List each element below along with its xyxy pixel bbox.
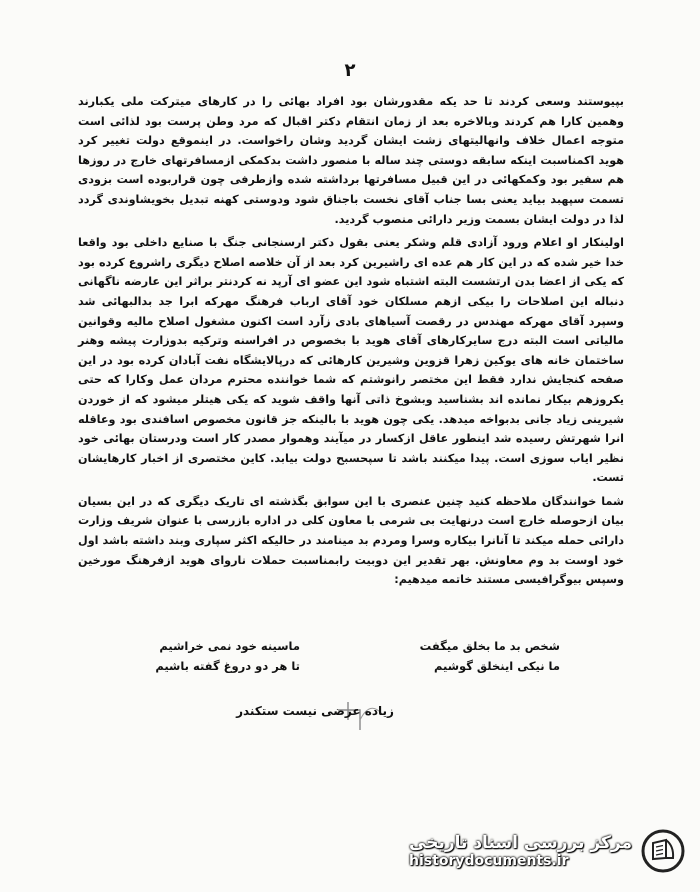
- closing-line: زیاده عرضی نیست ستکندر: [236, 704, 394, 718]
- watermark-url: historydocuments.ir: [409, 853, 569, 869]
- poem-line: شخص بد ما بخلق میگفت: [419, 639, 560, 653]
- document-body: [78, 92, 624, 594]
- page-number: ۲: [344, 60, 356, 81]
- poem-line: تا هر دو دروغ گفته باشیم: [155, 659, 300, 673]
- poem-column-left: [100, 636, 300, 676]
- poem-line: ماسینه خود نمی خراشیم: [159, 639, 300, 653]
- poem-line: ما نیکی اینخلق گوشیم: [433, 659, 560, 673]
- paragraph-2: اولینکار او اعلام ورود آزادی قلم وشکر یعنی بقول دکتر ارسنجانی جنگ با صنایع داخلی بود واقعا خدا خیر شده که در این کار هم عده ای راشیرین کرد بعد از آن خلاصه اصلاح دیگری راشروع کرده بود که یکی از اعضا بدن ارتشست البته اشتباه شود این عضو ای آرپد نه کردنتر براثر این عارضه ناگهانی دنباله این اصلاحات را بیکی ازهم مسلکان خود آقای ارباب فرهنگ مهرکه ابرا جد بدالبهائی شد وسپرد آقای مهرکه مهندس در رقصت آسیاهای بادی زآرد است اکنون مشغول اصلاح مالیه وقوانین مالیاتی است البته درج سایرکارهای آقای هوید با بخصوص در افراسنه وترکیه بدوزارت پیشه وهنر ساختمان خانه های یوکین زهرا قزوین وشیرین کارهائی که درپالایشگاه نفت آبادان کرده بود در این صفحه کنجایش ندارد فقط این مختصر رانوشتم که شما خواننده محترم مردان عمل وکارا که حتی یکروزهم بیکار نمانده اند بشناسید وبشوخ ذاتی آنها واقف شوید که یکی هیتلر میشود که از خوردن شیرینی زیاد جانی بدبواخه میدهد. یکی چون هوید با بالینکه جز قانون مخصوص اسافندی بود وعاقله انرا شهرتش رسیده شد اینطور عاقل ازکسار در میآیند وهموار مصدر کار است ودرستان بهائی خود نظیر ایاب سوزی است. پیدا میکنند باشد تا سپحسبح دولت بیابد. کاین مختصری از اخبار کارهایشان تست.: [78, 236, 624, 485]
- poem-block: [100, 636, 560, 686]
- watermark-text: [409, 833, 632, 869]
- paragraph-3: شما خوانندگان ملاحظه کنید چنین عنصری با این سوابق بگذشته ای تاریک دیگری که در این بسیان بیان ازحوصله خارج است درنهایت بی شرمی با معاون کلی در اداره بازرسی با عنوان شریف وزارت دارائی حمله میکند تا آنانرا بیکاره وسرا ومردم بد مینامند در حالیکه اکثر سپاری وبند داشته باشد اول خود اوست بد وم معاونش. بهر تقدیر این دوبیت رابمناسبت حملات ناروای هوید ازفرهنگ مورخین وسپس بیوگرافیسی مستند خاتمه میدهیم:: [78, 494, 624, 587]
- paragraph-1: بپیوستند وسعی کردند تا حد یکه مقدورشان بود افراد بهائی را در کارهای میترکت ملی یکبارند وهمین کارا هم کردند وبالاخره بعد از زمان انتقام دکتر اقبال که مرد وطن پرست بود لذائی است متوجه اعمال خلاف وانهالیتهای زشت ایشان گردید وشان راخواست. در اینموقع دولت تغییر کرد هوید اکمناسبت اینکه سابقه دوستی چند ساله با منصور داشت بدکمکی ازمسافرتهای خارج در روزها هم سفیر بود وکمکهائی در این قبیل مسافرتها برداشته شده وازطرفی چون قراربوده است بزودی تسمت سپهبد بیاید یعنی بسا جناب آقای نخست باجناق شود ودوستی کهنه تبدیل بخویشاوندی گردد لذا در دولت ایشان بسمت وزیر دارائی منصوب گردید.: [78, 95, 624, 226]
- watermark: [409, 828, 686, 874]
- watermark-title: مرکز بررسی اسناد تاریخی: [409, 833, 632, 853]
- document-archive-logo-icon: [640, 828, 686, 874]
- poem-lines: [100, 636, 560, 676]
- poem-column-right: [360, 636, 560, 676]
